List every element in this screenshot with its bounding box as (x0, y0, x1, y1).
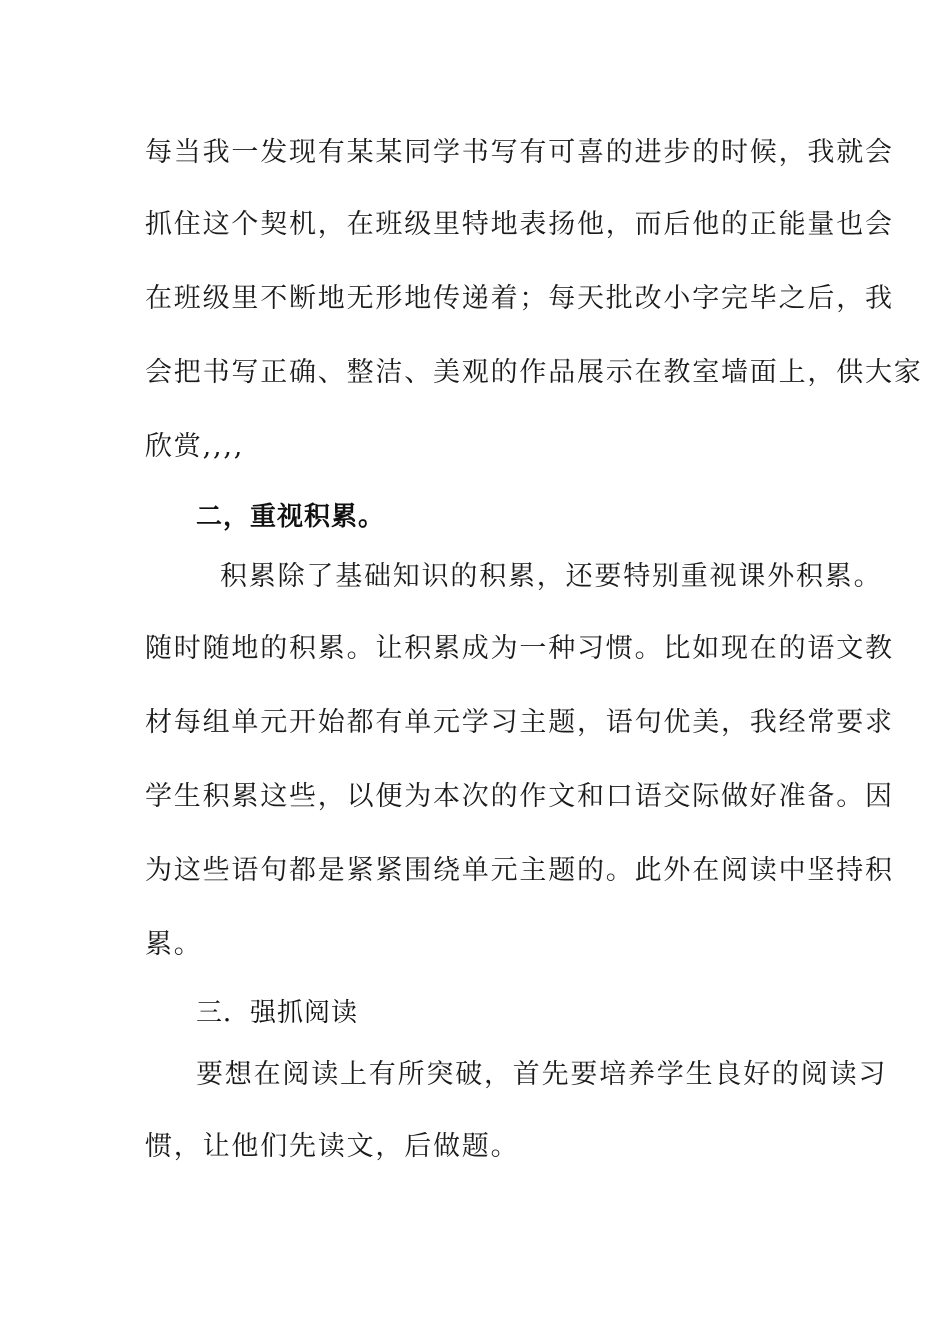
section-heading: 二，重视积累。 (196, 502, 386, 532)
paragraph-line: 惯，让他们先读文，后做题。 (145, 1131, 520, 1162)
paragraph-line: 积累除了基础知识的积累，还要特别重视课外积累。 (220, 561, 883, 592)
paragraph-line: 学生积累这些，以便为本次的作文和口语交际做好准备。因 (145, 781, 894, 812)
paragraph-line: 在班级里不断地无形地传递着；每天批改小字完毕之后，我 (145, 283, 894, 314)
paragraph-line: 随时随地的积累。让积累成为一种习惯。比如现在的语文教 (145, 633, 894, 664)
paragraph-line: 欣赏,,,, (145, 431, 245, 462)
paragraph-line: 为这些语句都是紧紧围绕单元主题的。此外在阅读中坚持积 (145, 855, 894, 886)
paragraph-line: 累。 (145, 929, 203, 960)
paragraph-line: 会把书写正确、整洁、美观的作品展示在教室墙面上，供大家 (145, 357, 923, 388)
paragraph-line: 每当我一发现有某某同学书写有可喜的进步的时候，我就会 (145, 137, 894, 168)
paragraph-line: 材每组单元开始都有单元学习主题，语句优美，我经常要求 (145, 707, 894, 738)
paragraph-line: 要想在阅读上有所突破，首先要培养学生良好的阅读习 (196, 1059, 888, 1090)
paragraph-line: 抓住这个契机，在班级里特地表扬他，而后他的正能量也会 (145, 209, 894, 240)
section-heading: 三．强抓阅读 (196, 998, 359, 1028)
